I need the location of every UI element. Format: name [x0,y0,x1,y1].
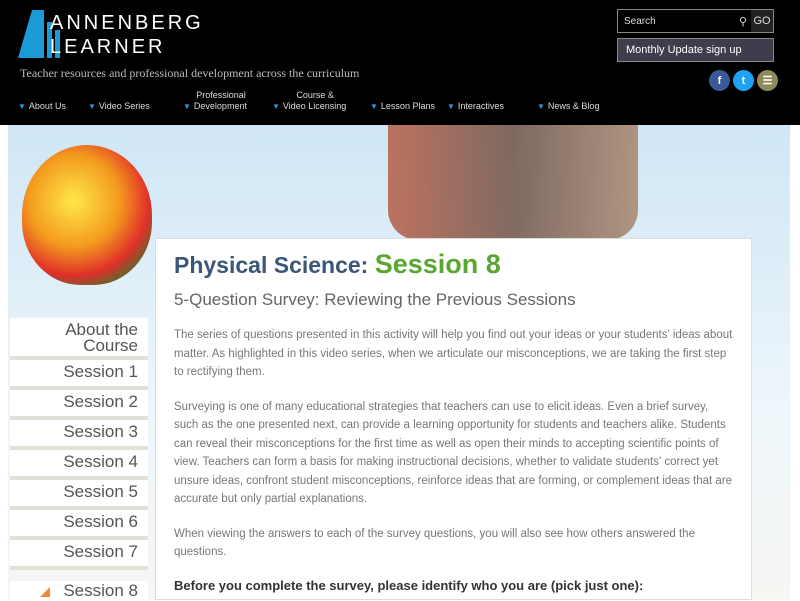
search-icon[interactable]: ⚲ [738,15,747,28]
course-title: Physical Science: [174,252,369,278]
sidebar-item[interactable]: Session 6 [10,510,148,540]
chevron-down-icon: ▼ [447,102,455,111]
nav-item[interactable] [447,101,504,112]
survey-paragraph: Surveying is one of many educational strategies that teachers can use to elicit ideas. Even a brief survey, such as the one presented next, can provide a learning opportunity for students and teachers alike. Students can reveal their misconceptions for the first time as well as open their minds to accepting scientific points of view. Teachers can form a basis for making instructional decisions, whether to validate students' correct yet unsure ideas, confront student misconceptions, reinforce ideas that are forming, or complement ideas that are accurate but only partial explanations. [174,400,733,505]
nav-label: Lesson Plans [380,101,435,111]
chevron-down-icon: ▼ [183,102,191,111]
sidebar-item[interactable]: About the Course [10,318,148,360]
content-panel [155,238,752,600]
nav-item[interactable] [537,101,599,112]
chevron-down-icon: ▼ [18,102,26,111]
nav-item[interactable] [370,101,435,112]
sidebar-item[interactable]: Session 5 [10,480,148,510]
nav-item[interactable] [18,101,66,112]
chevron-down-icon: ▼ [537,102,545,111]
sidebar-item[interactable]: Session 4 [10,450,148,480]
chevron-down-icon: ▼ [88,102,96,111]
go-button[interactable]: GO [751,10,773,32]
nav-label: News & Blog [547,101,600,111]
sidebar-item-label: Session 8 [63,581,138,600]
site-header [0,0,800,125]
brand-line1: ANNENBERG [50,12,204,34]
sidebar-item[interactable]: Session 3 [10,420,148,450]
session-title: Session 8 [374,249,501,279]
nav-label-top: Professional [196,90,246,100]
nav-label: Development [193,101,247,111]
sidebar-item[interactable]: Session 2 [10,390,148,420]
twitter-icon[interactable]: t [733,70,754,91]
current-marker-icon [40,587,50,597]
monthly-update-button[interactable]: Monthly Update sign up [617,38,774,62]
nav-label-top: Course & [296,90,334,100]
sidebar-item[interactable]: Session 1 [10,360,148,390]
nav-label: Video Series [98,101,150,111]
search-placeholder: Search [624,15,656,27]
main-nav [18,88,618,112]
brand-line2: LEARNER [50,36,166,58]
intro-paragraph: The series of questions presented in this activity will help you find out your ideas or your students' ideas about matter. As highlighted in this video series, when we articulate our misconceptions, we are taking the first step to rectifying them. [174,329,733,378]
nav-label: Video Licensing [282,101,347,111]
chevron-down-icon: ▼ [272,102,280,111]
sidebar-item[interactable]: Session 7 [10,540,148,570]
students-image [388,125,638,240]
nav-item[interactable] [183,90,247,112]
sidebar-item-session-8[interactable] [10,581,148,601]
identify-prompt: Before you complete the survey, please identify who you are (pick just one): [174,577,644,593]
facebook-icon[interactable]: f [709,70,730,91]
tagline: Teacher resources and professional development across the curriculum [20,66,360,80]
hot-air-balloon-image [22,145,152,285]
nav-label: About Us [28,101,66,111]
session-sidebar [10,318,148,570]
page-title [174,249,733,280]
cart-icon[interactable]: ☰ [757,70,778,91]
search-input[interactable] [617,9,774,33]
nav-item[interactable] [88,101,150,112]
nav-label: Interactives [457,101,504,111]
answers-paragraph: When viewing the answers to each of the survey questions, you will also see how others answered the questions. [174,527,695,558]
chevron-down-icon: ▼ [370,102,378,111]
page-subtitle: 5-Question Survey: Reviewing the Previous Sessions [174,290,576,309]
nav-item[interactable] [272,90,346,112]
